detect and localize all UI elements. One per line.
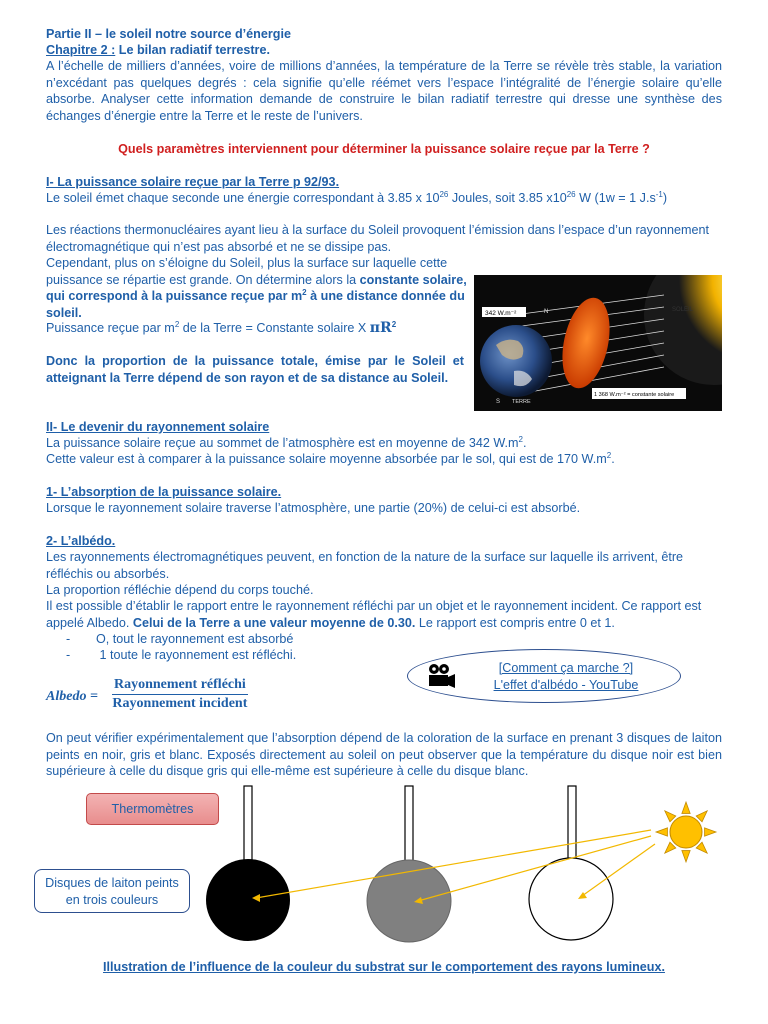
- earth-shape: [480, 325, 552, 397]
- received-power-formula: Puissance reçue par $m^2$ de la Terre = Constante solaire X $\pi R^2$: [46, 319, 397, 336]
- subsection-1-title: 1- L’absorption de la puissance solaire.: [46, 485, 282, 499]
- solar-constant-paragraph: Cependant, plus on s’éloigne du Soleil, plus la surface sur laquelle cette puissance se répartie est grande. On détermine alors la constante solaire, qui correspond à la puissance reçue par $m^2$ à une distance donnée du soleil.: [46, 256, 467, 320]
- absorption-text: Lorsque le rayonnement solaire traverse l’atmosphère, une partie (20%) de celui-ci est absorbé.: [46, 501, 581, 515]
- sun-ray-icon: [682, 802, 690, 813]
- subsection-2-title: 2- L’albédo.: [46, 534, 116, 548]
- figure-342-label: 342 W.m⁻²: [485, 310, 517, 317]
- section-2-title: II- Le devenir du rayonnement solaire: [46, 420, 270, 434]
- black-disk: [206, 859, 290, 941]
- white-disk: [529, 858, 613, 940]
- disks-label: Disques de laiton peints en trois couleurs: [34, 869, 190, 913]
- sun-ray-icon: [656, 828, 667, 836]
- part-title: Partie II – le soleil notre source d’énergie: [46, 27, 291, 41]
- sun-ray-icon: [705, 828, 716, 836]
- sun-icon: [656, 802, 716, 862]
- albedo-fraction: [112, 677, 248, 712]
- illustration-caption: Illustration de l’influence de la couleur du substrat sur le comportement des rayons lumineux.: [103, 960, 665, 974]
- experiment-paragraph: On peut vérifier expérimentalement que l’absorption dépend de la coloration de la surface en prenant 3 disques de laiton peints en noir, gris et blanc. Exposés directement au soleil on peut observer que la température du disque noir est bien supérieure à celle du disque gris qui elle-même est supérieure à celle du disque blanc.: [46, 731, 722, 779]
- sun-earth-figure: [474, 275, 722, 411]
- thermometer-black: [244, 786, 252, 866]
- video-link-callout: [407, 649, 681, 703]
- conclusion-paragraph: Donc la proportion de la puissance totale, émise par le Soleil et atteignant la Terre dépend de son rayon et de sa distance au Soleil.: [46, 354, 464, 385]
- bullet-item: - 1 toute le rayonnement est réfléchi.: [66, 648, 297, 662]
- sun-ray-icon: [696, 842, 707, 853]
- albedo-formula-lhs: Albedo =: [46, 689, 98, 704]
- intro-paragraph: A l’échelle de milliers d’années, voire de millions d’années, la température de la Terre se révèle très stable, la variation n’excédant pas quelques degrés : cela signifie qu’elle réémet vers l’espace l’intégralité de l’énergie solaire qu’elle absorbe. Analyser cette information demande de construire le bilan radiatif terrestre qui dresse une synthèse des échanges d’énergie entre la Terre et le reste de l’univers.: [46, 59, 722, 123]
- sun-ray-icon: [682, 851, 690, 862]
- sun-ray-icon: [665, 842, 676, 853]
- video-camera-icon: [426, 663, 456, 689]
- albedo-paragraph-3: Il est possible d’établir le rapport entre le rayonnement réfléchi par un objet et le rayonnement incident. Ce rapport est appelé Albedo. Celui de la Terre a une valeur moyenne de 0.30. Le rapport est compris entre 0 et 1.: [46, 599, 702, 630]
- figure-constant-label: 1 368 W.m⁻² = constante solaire: [594, 392, 675, 398]
- bullet-item: - O, tout le rayonnement est absorbé: [66, 632, 294, 646]
- figure-earth-label: TERRE: [512, 399, 531, 405]
- solar-energy-line: Le soleil émet chaque seconde une énergie correspondant à 3.85 x $10^{26}$ Joules, soit 3.85 $x10^{26}$ W (1w = 1 $J.s^{-1}$): [46, 189, 668, 205]
- video-link-title[interactable]: [Comment ça marche ?]: [498, 661, 634, 675]
- atmosphere-power-line: La puissance solaire reçue au sommet de l’atmosphère est en moyenne de 342 $W.m^2$.: [46, 434, 527, 450]
- figure-s-label: S: [496, 399, 501, 405]
- albedo-paragraph-2: La proportion réfléchie dépend du corps touché.: [46, 583, 314, 597]
- section-1-title: I- La puissance solaire reçue par la Terre p 92/93.: [46, 175, 340, 189]
- gray-disk: [367, 860, 451, 942]
- thermometers-label: Thermomètres: [86, 793, 219, 825]
- video-link-youtube[interactable]: L'effet d'albédo - YouTube: [493, 678, 639, 692]
- key-question: Quels paramètres interviennent pour déterminer la puissance solaire reçue par la Terre ?: [118, 142, 650, 156]
- chapter-name: Le bilan radiatif terrestre.: [115, 43, 270, 57]
- thermometer-white: [568, 786, 576, 868]
- figure-sun-label: SOLEIL: [672, 307, 694, 313]
- sun-ray-icon: [665, 811, 676, 822]
- thermometer-gray: [405, 786, 413, 870]
- chapter-title: [46, 42, 722, 59]
- albedo-numerator: Rayonnement réfléchi: [112, 677, 248, 695]
- figure-n-label: N: [544, 309, 549, 315]
- albedo-paragraph-1: Les rayonnements électromagnétiques peuvent, en fonction de la nature de la surface sur laquelle ils arrivent, être réfléchis ou absorbés.: [46, 550, 684, 581]
- chapter-label: Chapitre 2 :: [46, 43, 116, 57]
- ground-power-line: Cette valeur est à comparer à la puissance solaire moyenne absorbée par le sol, qui est de 170 $W.m^2$.: [46, 450, 615, 466]
- sun-ray-icon: [696, 811, 707, 822]
- albedo-denominator: Rayonnement incident: [112, 696, 248, 711]
- thermonuclear-paragraph: Les réactions thermonucléaires ayant lieu à la surface du Soleil provoquent l’émission dans l’espace d’un rayonnement électromagnétique qui n’est pas absorbé et ne se dissipe pas.: [46, 223, 709, 254]
